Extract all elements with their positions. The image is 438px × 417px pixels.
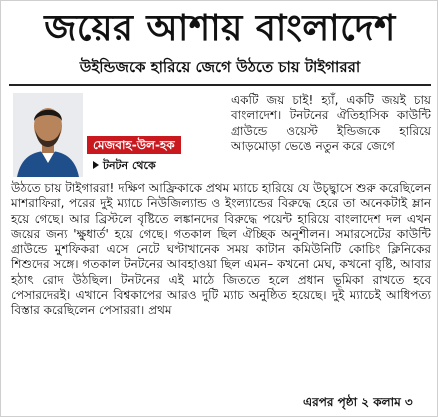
article-body: উঠতে চায় টাইগাররা! দক্ষিণ আফ্রিকাকে প্রথম ম্যাচে হারিয়ে যে উচ্ছ্বাসে শুরু করেছিলেন মাশরাফিরা, পরের দুই ম্যাচে নিউজিল্যান্ড ও ইংল্যান্ডের বিরুদ্ধে হেরে তা অনেকটাই ম্লান হয়ে গেছে। আর ব্রিস্টলে বৃষ্টিতে লঙ্কানদের বিরুদ্ধে পয়েন্ট হারিয়ে বাংলাদেশ দল এখন জয়ের জন্য 'ক্ষুধার্ত' হয়ে গেছে। গতকাল ছিল ঐচ্ছিক অনুশীলন। সমারসেটের কাউন্টি গ্রাউন্ডে মুশফিকরা এসে নেটে ঘণ্টাখানেক সময় কাটান কমিউনিটি কোচিং ক্লিনিকের শিশুদের সঙ্গে। গতকাল টনটনের আবহাওয়া ছিল এমন– কখনো মেঘ, কখনো বৃষ্টি, আবার হঠাৎ রোদ উঠছিল। টনটনের এই মাঠে জিততে হলে প্রধান ভূমিকা রাখতে হবে পেসারদেরই। এখানে বিশ্বকাপের আরও দুটি ম্যাচ অনুষ্ঠিত হয়েছে। দুই ম্যাচেই আধিপত্য বিস্তার করেছিলেন পেসাররা। প্রথম	[11, 181, 431, 318]
author-name-badge: মেজবাহ-উল-হক	[87, 136, 181, 154]
triangle-bullet-icon	[93, 161, 99, 169]
dateline-text: টনটন থেকে	[103, 159, 156, 172]
author-photo	[13, 93, 83, 177]
headline-divider	[9, 84, 431, 86]
subheadline: উইন্ডিজকে হারিয়ে জেগে উঠতে চায় টাইগাররা	[79, 58, 361, 76]
article-side-column: একটি জয় চাই! হ্যাঁ, একটি জয়ই চায় বাংলাদেশ। টনটনের ঐতিহাসিক কাউন্টি গ্রাউন্ডে ওয়েস্ট ইন্ডিজকে হারিয়ে আড়মোড়া ভেঙে নতুন করে জেগে	[231, 93, 431, 153]
dateline	[93, 159, 156, 173]
headline: জয়ের আশায় বাংলাদেশ	[44, 8, 396, 49]
continuation-note: এরপর পৃষ্ঠা ২ কলাম ৩	[299, 395, 413, 410]
